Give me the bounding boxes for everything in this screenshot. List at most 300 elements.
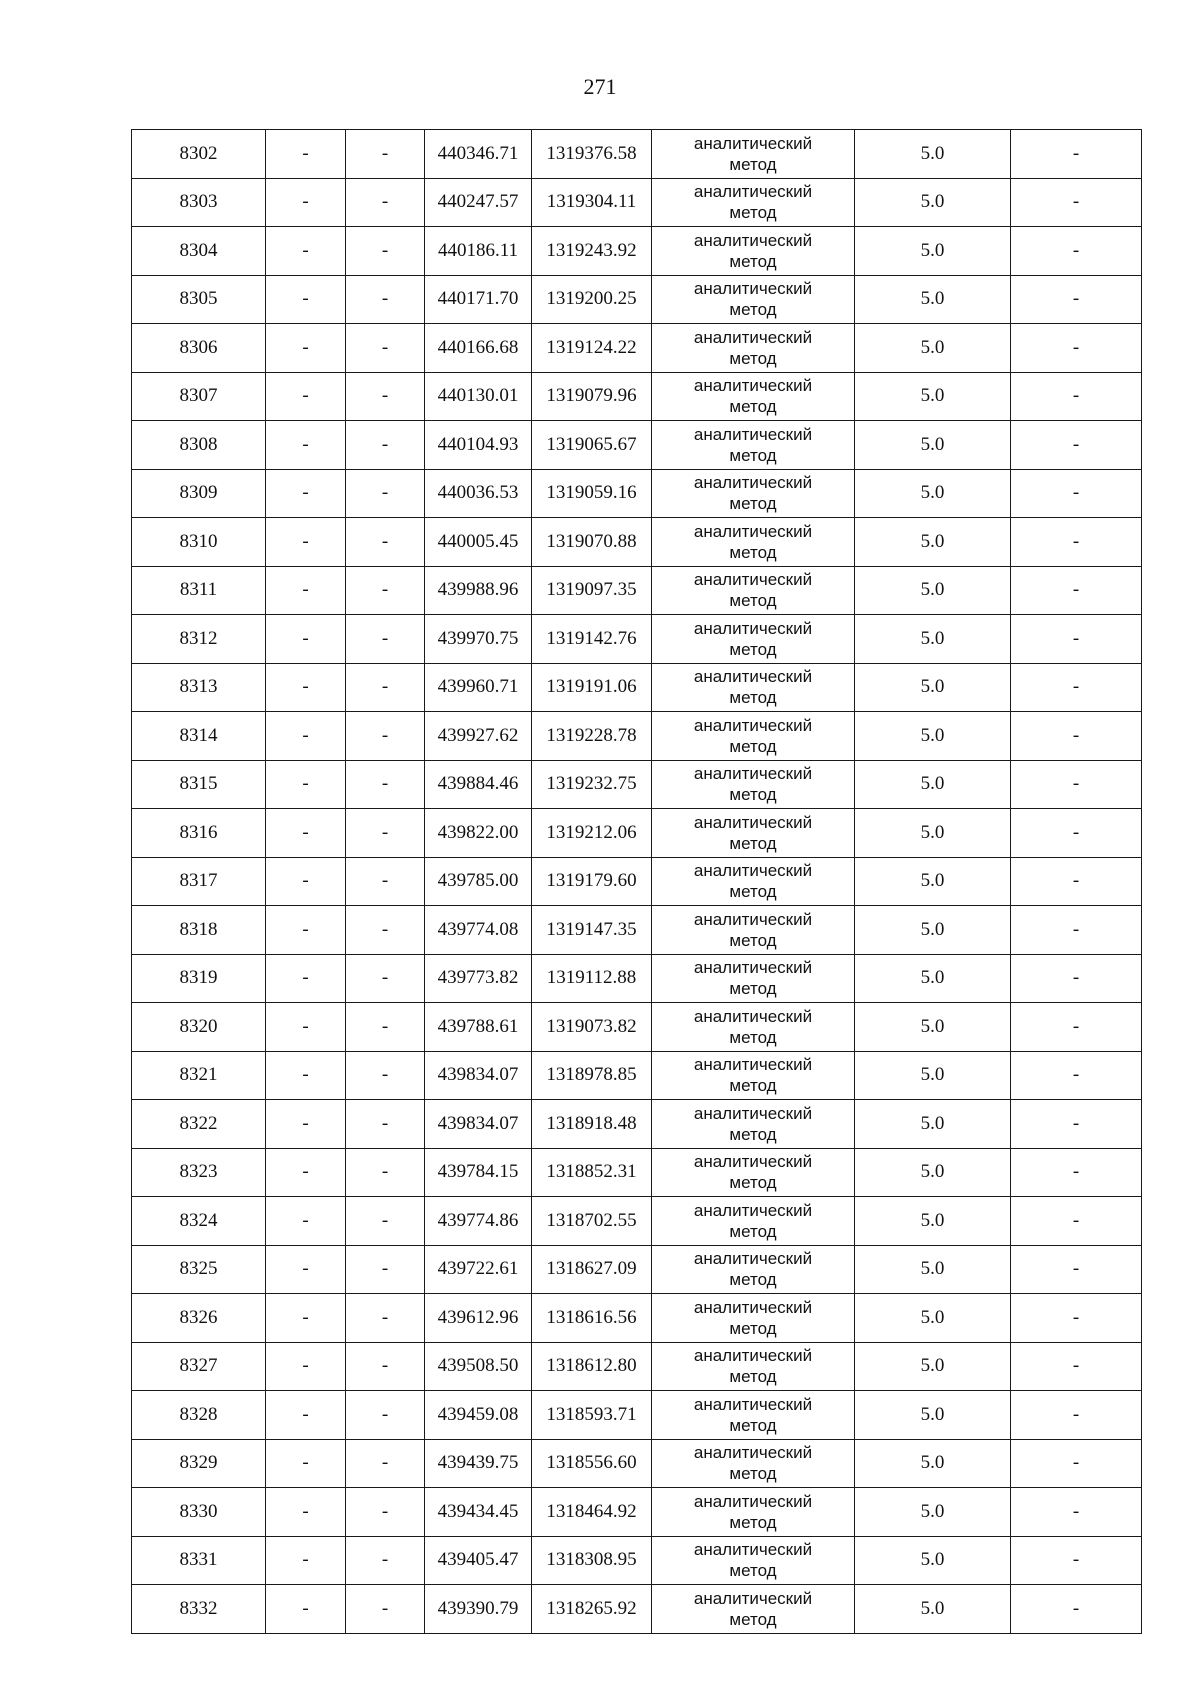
point-id-cell: 8324 — [132, 1197, 266, 1246]
method-cell — [652, 1585, 855, 1634]
x-coordinate-cell: 439834.07 — [425, 1051, 532, 1100]
y-coordinate-cell: 1319073.82 — [532, 1003, 652, 1052]
method-cell — [652, 615, 855, 664]
method-line-1: аналитический — [693, 1249, 813, 1269]
table-row — [132, 1342, 1142, 1391]
dash-cell: - — [346, 1342, 425, 1391]
accuracy-cell: 5.0 — [855, 1585, 1011, 1634]
x-coordinate-cell: 439970.75 — [425, 615, 532, 664]
method-line-1: аналитический — [693, 1297, 813, 1317]
dash-cell: - — [266, 1342, 346, 1391]
dash-cell: - — [266, 324, 346, 373]
dash-cell: - — [1011, 906, 1142, 955]
method-line-2: метод — [729, 154, 777, 174]
x-coordinate-cell: 439784.15 — [425, 1148, 532, 1197]
method-line-2: метод — [729, 1221, 777, 1241]
method-line-2: метод — [729, 1609, 777, 1629]
y-coordinate-cell: 1319070.88 — [532, 518, 652, 567]
method-line-1: аналитический — [693, 958, 813, 978]
method-line-2: метод — [729, 639, 777, 659]
accuracy-cell: 5.0 — [855, 372, 1011, 421]
method-line-1: аналитический — [693, 1103, 813, 1123]
accuracy-cell: 5.0 — [855, 1342, 1011, 1391]
dash-cell: - — [346, 1294, 425, 1343]
dash-cell: - — [346, 227, 425, 276]
table-row — [132, 1003, 1142, 1052]
table-row — [132, 372, 1142, 421]
accuracy-cell: 5.0 — [855, 906, 1011, 955]
dash-cell: - — [1011, 663, 1142, 712]
method-line-2: метод — [729, 1124, 777, 1144]
dash-cell: - — [1011, 1197, 1142, 1246]
method-line-2: метод — [729, 688, 777, 708]
dash-cell: - — [266, 954, 346, 1003]
y-coordinate-cell: 1319243.92 — [532, 227, 652, 276]
y-coordinate-cell: 1319212.06 — [532, 809, 652, 858]
method-line-2: метод — [729, 785, 777, 805]
dash-cell: - — [1011, 954, 1142, 1003]
point-id-cell: 8331 — [132, 1536, 266, 1585]
point-id-cell: 8327 — [132, 1342, 266, 1391]
x-coordinate-cell: 439988.96 — [425, 566, 532, 615]
dash-cell: - — [346, 469, 425, 518]
point-id-cell: 8306 — [132, 324, 266, 373]
dash-cell: - — [266, 1245, 346, 1294]
accuracy-cell: 5.0 — [855, 1391, 1011, 1440]
point-id-cell: 8304 — [132, 227, 266, 276]
dash-cell: - — [346, 1439, 425, 1488]
method-cell — [652, 178, 855, 227]
method-cell — [652, 372, 855, 421]
accuracy-cell: 5.0 — [855, 1245, 1011, 1294]
method-line-1: аналитический — [693, 1394, 813, 1414]
dash-cell: - — [1011, 760, 1142, 809]
dash-cell: - — [1011, 518, 1142, 567]
method-cell — [652, 1536, 855, 1585]
accuracy-cell: 5.0 — [855, 178, 1011, 227]
table-row — [132, 227, 1142, 276]
method-line-2: метод — [729, 979, 777, 999]
y-coordinate-cell: 1319200.25 — [532, 275, 652, 324]
method-cell — [652, 324, 855, 373]
dash-cell: - — [1011, 566, 1142, 615]
x-coordinate-cell: 440104.93 — [425, 421, 532, 470]
dash-cell: - — [346, 857, 425, 906]
dash-cell: - — [1011, 130, 1142, 179]
method-line-1: аналитический — [693, 327, 813, 347]
method-line-2: метод — [729, 1464, 777, 1484]
accuracy-cell: 5.0 — [855, 324, 1011, 373]
x-coordinate-cell: 439612.96 — [425, 1294, 532, 1343]
y-coordinate-cell: 1319304.11 — [532, 178, 652, 227]
point-id-cell: 8311 — [132, 566, 266, 615]
dash-cell: - — [266, 712, 346, 761]
accuracy-cell: 5.0 — [855, 712, 1011, 761]
method-cell — [652, 712, 855, 761]
dash-cell: - — [266, 178, 346, 227]
method-line-1: аналитический — [693, 473, 813, 493]
y-coordinate-cell: 1319124.22 — [532, 324, 652, 373]
method-cell — [652, 130, 855, 179]
method-cell — [652, 1197, 855, 1246]
y-coordinate-cell: 1318702.55 — [532, 1197, 652, 1246]
table-row — [132, 1585, 1142, 1634]
method-line-1: аналитический — [693, 667, 813, 687]
dash-cell: - — [266, 1100, 346, 1149]
y-coordinate-cell: 1319097.35 — [532, 566, 652, 615]
point-id-cell: 8314 — [132, 712, 266, 761]
point-id-cell: 8321 — [132, 1051, 266, 1100]
dash-cell: - — [346, 1488, 425, 1537]
table-row — [132, 1536, 1142, 1585]
dash-cell: - — [266, 1197, 346, 1246]
method-cell — [652, 1294, 855, 1343]
point-id-cell: 8323 — [132, 1148, 266, 1197]
table-row — [132, 857, 1142, 906]
table-row — [132, 615, 1142, 664]
dash-cell: - — [1011, 1100, 1142, 1149]
dash-cell: - — [1011, 178, 1142, 227]
table-row — [132, 178, 1142, 227]
x-coordinate-cell: 440247.57 — [425, 178, 532, 227]
method-line-2: метод — [729, 445, 777, 465]
y-coordinate-cell: 1319191.06 — [532, 663, 652, 712]
dash-cell: - — [266, 469, 346, 518]
x-coordinate-cell: 440171.70 — [425, 275, 532, 324]
x-coordinate-cell: 439788.61 — [425, 1003, 532, 1052]
table-row — [132, 421, 1142, 470]
method-line-2: метод — [729, 736, 777, 756]
accuracy-cell: 5.0 — [855, 615, 1011, 664]
x-coordinate-cell: 440130.01 — [425, 372, 532, 421]
method-line-1: аналитический — [693, 1443, 813, 1463]
table-row — [132, 906, 1142, 955]
dash-cell: - — [266, 1439, 346, 1488]
method-line-1: аналитический — [693, 909, 813, 929]
x-coordinate-cell: 439774.08 — [425, 906, 532, 955]
dash-cell: - — [346, 1100, 425, 1149]
table-row — [132, 1439, 1142, 1488]
dash-cell: - — [1011, 324, 1142, 373]
dash-cell: - — [266, 421, 346, 470]
method-line-1: аналитический — [693, 764, 813, 784]
point-id-cell: 8326 — [132, 1294, 266, 1343]
x-coordinate-cell: 440186.11 — [425, 227, 532, 276]
coordinates-table — [131, 129, 1142, 1634]
point-id-cell: 8307 — [132, 372, 266, 421]
method-cell — [652, 1051, 855, 1100]
accuracy-cell: 5.0 — [855, 1100, 1011, 1149]
point-id-cell: 8305 — [132, 275, 266, 324]
method-cell — [652, 566, 855, 615]
method-line-1: аналитический — [693, 570, 813, 590]
point-id-cell: 8313 — [132, 663, 266, 712]
method-line-1: аналитический — [693, 376, 813, 396]
dash-cell: - — [266, 227, 346, 276]
point-id-cell: 8320 — [132, 1003, 266, 1052]
point-id-cell: 8317 — [132, 857, 266, 906]
method-line-1: аналитический — [693, 861, 813, 881]
y-coordinate-cell: 1319112.88 — [532, 954, 652, 1003]
dash-cell: - — [266, 1536, 346, 1585]
accuracy-cell: 5.0 — [855, 1148, 1011, 1197]
dash-cell: - — [266, 566, 346, 615]
y-coordinate-cell: 1318556.60 — [532, 1439, 652, 1488]
method-line-1: аналитический — [693, 1491, 813, 1511]
method-line-2: метод — [729, 1270, 777, 1290]
dash-cell: - — [346, 178, 425, 227]
table-row — [132, 130, 1142, 179]
dash-cell: - — [346, 1585, 425, 1634]
method-line-2: метод — [729, 591, 777, 611]
method-line-1: аналитический — [693, 279, 813, 299]
dash-cell: - — [1011, 421, 1142, 470]
x-coordinate-cell: 440005.45 — [425, 518, 532, 567]
accuracy-cell: 5.0 — [855, 760, 1011, 809]
dash-cell: - — [1011, 1488, 1142, 1537]
accuracy-cell: 5.0 — [855, 1294, 1011, 1343]
method-cell — [652, 906, 855, 955]
dash-cell: - — [346, 760, 425, 809]
table-row — [132, 809, 1142, 858]
y-coordinate-cell: 1319179.60 — [532, 857, 652, 906]
y-coordinate-cell: 1318616.56 — [532, 1294, 652, 1343]
dash-cell: - — [266, 857, 346, 906]
dash-cell: - — [346, 1536, 425, 1585]
table-row — [132, 275, 1142, 324]
accuracy-cell: 5.0 — [855, 1536, 1011, 1585]
x-coordinate-cell: 439834.07 — [425, 1100, 532, 1149]
y-coordinate-cell: 1319059.16 — [532, 469, 652, 518]
x-coordinate-cell: 439927.62 — [425, 712, 532, 761]
dash-cell: - — [1011, 1536, 1142, 1585]
point-id-cell: 8328 — [132, 1391, 266, 1440]
y-coordinate-cell: 1319065.67 — [532, 421, 652, 470]
method-line-1: аналитический — [693, 424, 813, 444]
point-id-cell: 8302 — [132, 130, 266, 179]
table-row — [132, 712, 1142, 761]
accuracy-cell: 5.0 — [855, 663, 1011, 712]
method-line-1: аналитический — [693, 1588, 813, 1608]
method-cell — [652, 809, 855, 858]
method-cell — [652, 1488, 855, 1537]
dash-cell: - — [1011, 275, 1142, 324]
method-line-2: метод — [729, 348, 777, 368]
point-id-cell: 8318 — [132, 906, 266, 955]
method-cell — [652, 421, 855, 470]
accuracy-cell: 5.0 — [855, 1439, 1011, 1488]
dash-cell: - — [266, 275, 346, 324]
method-cell — [652, 954, 855, 1003]
table-row — [132, 1197, 1142, 1246]
point-id-cell: 8316 — [132, 809, 266, 858]
y-coordinate-cell: 1318978.85 — [532, 1051, 652, 1100]
y-coordinate-cell: 1318464.92 — [532, 1488, 652, 1537]
accuracy-cell: 5.0 — [855, 130, 1011, 179]
y-coordinate-cell: 1318612.80 — [532, 1342, 652, 1391]
dash-cell: - — [346, 518, 425, 567]
dash-cell: - — [346, 712, 425, 761]
accuracy-cell: 5.0 — [855, 275, 1011, 324]
method-line-2: метод — [729, 203, 777, 223]
dash-cell: - — [346, 809, 425, 858]
dash-cell: - — [346, 1003, 425, 1052]
method-line-1: аналитический — [693, 1055, 813, 1075]
method-cell — [652, 1342, 855, 1391]
dash-cell: - — [1011, 1391, 1142, 1440]
y-coordinate-cell: 1318852.31 — [532, 1148, 652, 1197]
dash-cell: - — [346, 1197, 425, 1246]
method-cell — [652, 663, 855, 712]
accuracy-cell: 5.0 — [855, 1197, 1011, 1246]
method-cell — [652, 1439, 855, 1488]
method-line-1: аналитический — [693, 230, 813, 250]
method-cell — [652, 1003, 855, 1052]
table-row — [132, 1488, 1142, 1537]
method-line-1: аналитический — [693, 1152, 813, 1172]
dash-cell: - — [346, 615, 425, 664]
method-line-2: метод — [729, 397, 777, 417]
table-row — [132, 1148, 1142, 1197]
method-line-1: аналитический — [693, 182, 813, 202]
method-line-2: метод — [729, 1173, 777, 1193]
y-coordinate-cell: 1319147.35 — [532, 906, 652, 955]
y-coordinate-cell: 1319142.76 — [532, 615, 652, 664]
x-coordinate-cell: 439439.75 — [425, 1439, 532, 1488]
method-line-2: метод — [729, 542, 777, 562]
dash-cell: - — [266, 906, 346, 955]
table-row — [132, 1294, 1142, 1343]
point-id-cell: 8330 — [132, 1488, 266, 1537]
method-line-2: метод — [729, 833, 777, 853]
table-row — [132, 324, 1142, 373]
table-body — [132, 130, 1142, 1634]
dash-cell: - — [346, 906, 425, 955]
method-cell — [652, 469, 855, 518]
dash-cell: - — [266, 1391, 346, 1440]
point-id-cell: 8315 — [132, 760, 266, 809]
point-id-cell: 8310 — [132, 518, 266, 567]
page-number: 271 — [583, 74, 617, 99]
dash-cell: - — [1011, 1439, 1142, 1488]
dash-cell: - — [266, 130, 346, 179]
method-cell — [652, 1100, 855, 1149]
dash-cell: - — [346, 1051, 425, 1100]
dash-cell: - — [346, 663, 425, 712]
point-id-cell: 8322 — [132, 1100, 266, 1149]
x-coordinate-cell: 440036.53 — [425, 469, 532, 518]
accuracy-cell: 5.0 — [855, 469, 1011, 518]
method-line-2: метод — [729, 1367, 777, 1387]
accuracy-cell: 5.0 — [855, 1003, 1011, 1052]
method-cell — [652, 275, 855, 324]
y-coordinate-cell: 1318627.09 — [532, 1245, 652, 1294]
dash-cell: - — [266, 1148, 346, 1197]
dash-cell: - — [346, 421, 425, 470]
dash-cell: - — [266, 1003, 346, 1052]
x-coordinate-cell: 439774.86 — [425, 1197, 532, 1246]
dash-cell: - — [1011, 857, 1142, 906]
point-id-cell: 8329 — [132, 1439, 266, 1488]
point-id-cell: 8312 — [132, 615, 266, 664]
dash-cell: - — [346, 1245, 425, 1294]
method-line-2: метод — [729, 1318, 777, 1338]
dash-cell: - — [346, 1391, 425, 1440]
method-line-2: метод — [729, 494, 777, 514]
y-coordinate-cell: 1319376.58 — [532, 130, 652, 179]
dash-cell: - — [1011, 1003, 1142, 1052]
table-row — [132, 469, 1142, 518]
accuracy-cell: 5.0 — [855, 954, 1011, 1003]
method-line-1: аналитический — [693, 521, 813, 541]
dash-cell: - — [266, 518, 346, 567]
x-coordinate-cell: 439459.08 — [425, 1391, 532, 1440]
method-line-2: метод — [729, 1512, 777, 1532]
method-line-2: метод — [729, 1415, 777, 1435]
dash-cell: - — [266, 760, 346, 809]
y-coordinate-cell: 1318308.95 — [532, 1536, 652, 1585]
table-row — [132, 566, 1142, 615]
accuracy-cell: 5.0 — [855, 566, 1011, 615]
method-cell — [652, 857, 855, 906]
method-line-1: аналитический — [693, 133, 813, 153]
dash-cell: - — [1011, 1294, 1142, 1343]
x-coordinate-cell: 439390.79 — [425, 1585, 532, 1634]
method-cell — [652, 760, 855, 809]
x-coordinate-cell: 439884.46 — [425, 760, 532, 809]
method-line-2: метод — [729, 1076, 777, 1096]
dash-cell: - — [346, 275, 425, 324]
method-line-2: метод — [729, 1027, 777, 1047]
accuracy-cell: 5.0 — [855, 1051, 1011, 1100]
method-line-1: аналитический — [693, 812, 813, 832]
accuracy-cell: 5.0 — [855, 857, 1011, 906]
method-line-1: аналитический — [693, 715, 813, 735]
dash-cell: - — [346, 130, 425, 179]
dash-cell: - — [1011, 469, 1142, 518]
point-id-cell: 8332 — [132, 1585, 266, 1634]
method-line-1: аналитический — [693, 1200, 813, 1220]
table-row — [132, 1100, 1142, 1149]
dash-cell: - — [1011, 1342, 1142, 1391]
method-line-2: метод — [729, 930, 777, 950]
x-coordinate-cell: 440166.68 — [425, 324, 532, 373]
dash-cell: - — [1011, 712, 1142, 761]
x-coordinate-cell: 439960.71 — [425, 663, 532, 712]
table-row — [132, 663, 1142, 712]
method-line-1: аналитический — [693, 1540, 813, 1560]
table-row — [132, 1051, 1142, 1100]
point-id-cell: 8303 — [132, 178, 266, 227]
table-row — [132, 760, 1142, 809]
dash-cell: - — [266, 1051, 346, 1100]
method-cell — [652, 1148, 855, 1197]
y-coordinate-cell: 1319079.96 — [532, 372, 652, 421]
y-coordinate-cell: 1318593.71 — [532, 1391, 652, 1440]
dash-cell: - — [346, 566, 425, 615]
x-coordinate-cell: 439405.47 — [425, 1536, 532, 1585]
point-id-cell: 8309 — [132, 469, 266, 518]
dash-cell: - — [1011, 1051, 1142, 1100]
method-cell — [652, 1391, 855, 1440]
dash-cell: - — [1011, 372, 1142, 421]
table-row — [132, 1245, 1142, 1294]
table-row — [132, 518, 1142, 567]
dash-cell: - — [1011, 1245, 1142, 1294]
table-row — [132, 954, 1142, 1003]
dash-cell: - — [266, 809, 346, 858]
dash-cell: - — [1011, 1148, 1142, 1197]
